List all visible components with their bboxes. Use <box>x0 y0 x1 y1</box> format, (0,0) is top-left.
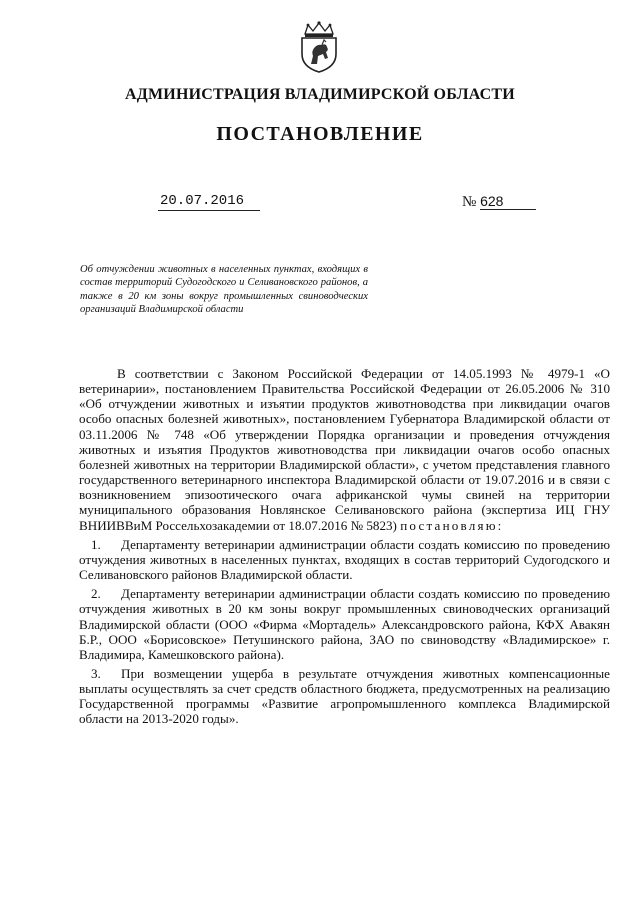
decree-word: постановляю: <box>400 517 504 533</box>
preamble-text: В соответствии с Законом Российской Федерации от 14.05.1993 № 4979-1 «О ветеринарии», постановлением Правительства Российской Федерации от 26.05.2006 № 310 «Об отчуждении животных и изъятии продуктов животноводства при ликвидации очагов особо опасных болезней животных», постановлением Губернатора Владимирской области от 03.11.2006 № 748 «Об утверждении Порядка организации и проведения отчуждения животных и изъятия Продуктов животноводства при ликвидации очагов особо опасных болезней животных на территории Владимирской области», с учетом представления главного государственного ветеринарного инспектора Владимирской области от 19.07.2016 и в связи с возникновением эпизоотического очага африканской чумы свиней на территории муниципального образования Новлянское Селивановского района (экспертиза ИЦ ГНУ ВНИИВВиМ Россельхозакадемии от 18.07.2016 № 5823) <box>79 366 610 533</box>
list-item <box>79 586 610 662</box>
item-number: 3. <box>91 665 101 681</box>
item-text: Департаменту ветеринарии администрации области создать комиссию по проведению отчуждения животных в населенных пунктах, входящих в состав территорий Судогодского и Селивановского районов Владимирской области. <box>79 536 610 583</box>
preamble-paragraph <box>79 366 610 533</box>
organization-title: АДМИНИСТРАЦИЯ ВЛАДИМИРСКОЙ ОБЛАСТИ <box>125 86 515 103</box>
list-item <box>79 537 610 582</box>
item-number: 1. <box>91 536 101 552</box>
document-number <box>462 193 536 211</box>
item-number: 2. <box>91 586 101 602</box>
number-label: № <box>462 194 477 210</box>
document-body <box>79 366 610 727</box>
coat-of-arms-icon <box>296 20 342 74</box>
item-text: При возмещении ущерба в результате отчуждения животных компенсационные выплаты осуществлять за счет средств областного бюджета, предусмотренных на реализацию Государственной программы «Развитие агропромышленного комплекса Владимирской области на 2013-2020 годы». <box>79 665 610 727</box>
document-type-title: ПОСТАНОВЛЕНИЕ <box>216 123 424 145</box>
document-date: 20.07.2016 <box>158 193 260 211</box>
document-subject: Об отчуждении животных в населенных пунктах, входящих в состав территорий Судогодского и Селивановского районов, а также в 20 км зоны вокруг промышленных свиноводческих организаций Владимирской области <box>80 264 368 316</box>
list-item <box>79 666 610 727</box>
number-value: 628 <box>480 193 536 210</box>
item-text: Департаменту ветеринарии администрации области создать комиссию по проведению отчуждения животных в 20 км зоны вокруг промышленных свиноводческих организаций Владимирской области (ООО «Фирма «Мортадель» Александровского района, КФХ Авакян Б.Р., ООО «Борисовское» Петушинского района, ЗАО по свиноводству «Владимирское» г. Владимира, Камешковского района). <box>79 586 610 662</box>
